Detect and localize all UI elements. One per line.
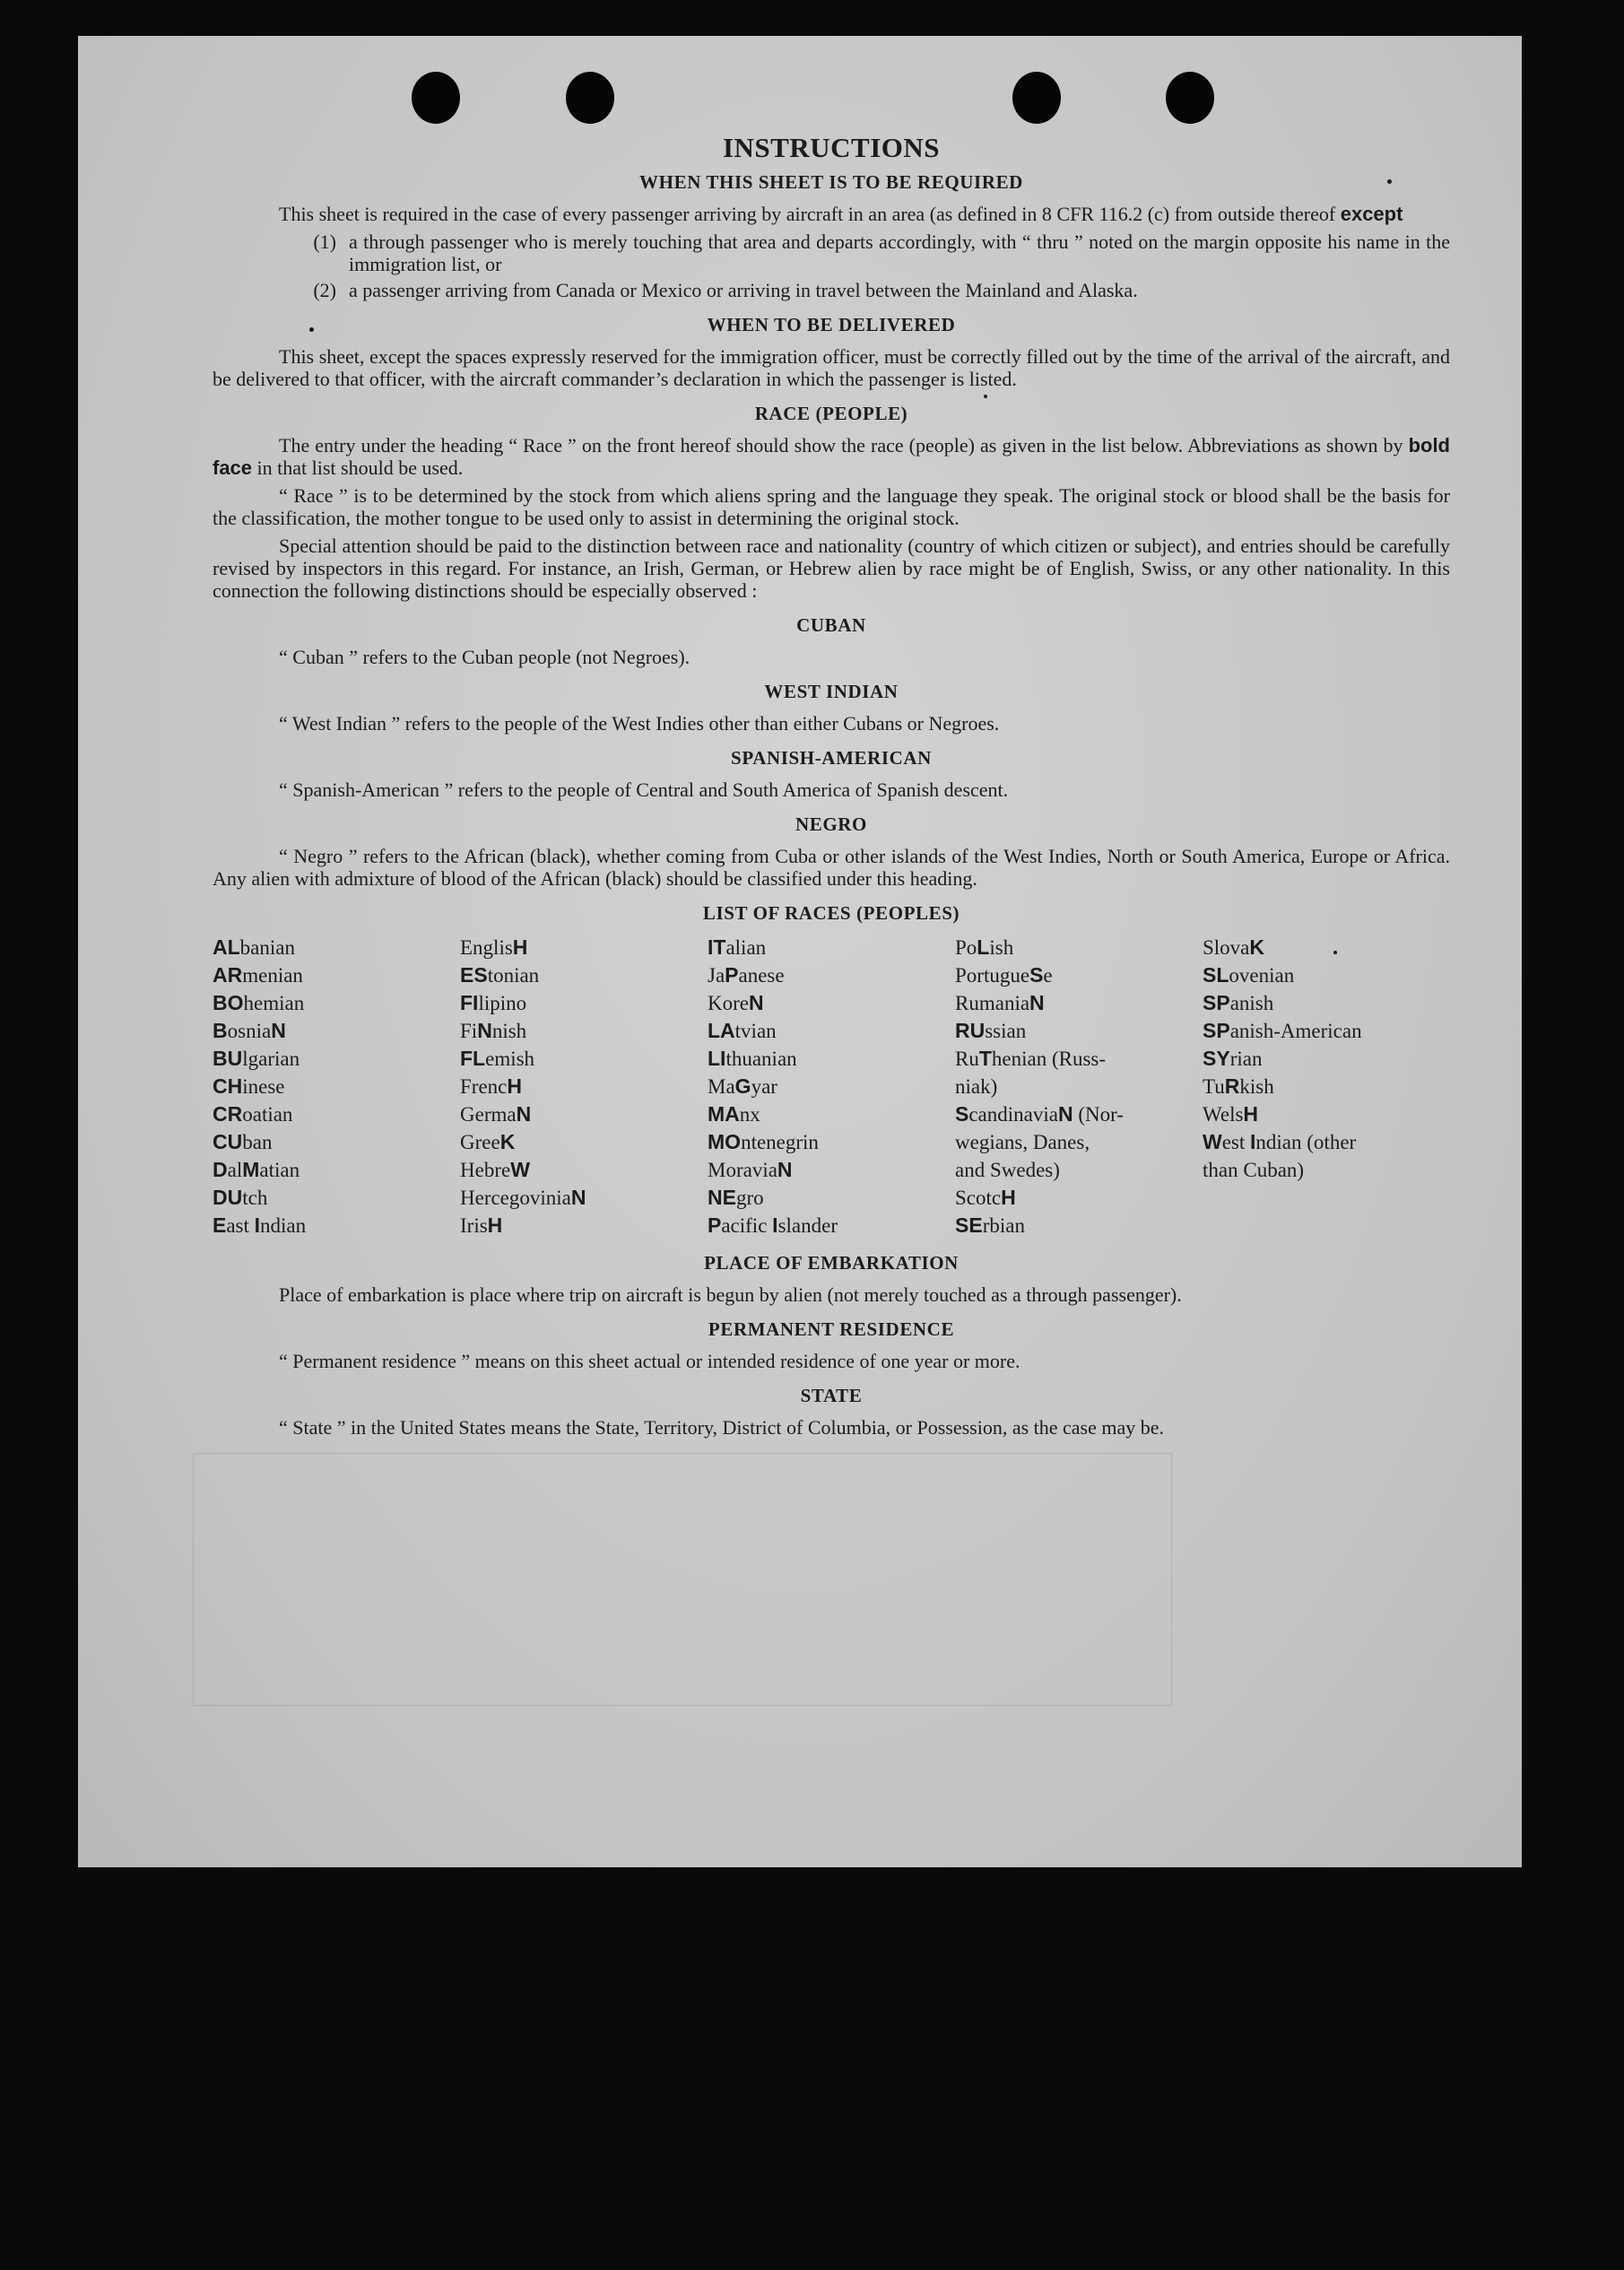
races-column (460, 934, 708, 1239)
race-entry: FIlipino (460, 991, 527, 1014)
race-entry: SPanish-American (1203, 1019, 1362, 1042)
west-indian-text: “ West Indian ” refers to the people of the West Indies other than either Cubans or Negroes. (279, 712, 1000, 735)
race-entry: IrisH (460, 1213, 503, 1237)
races-column (708, 934, 955, 1239)
heading-required: WHEN THIS SHEET IS TO BE REQUIRED (639, 171, 1023, 193)
race-entry: SErbian (955, 1213, 1025, 1237)
heading-west-indian: WEST INDIAN (764, 681, 899, 702)
race-entry: GreeK (460, 1130, 516, 1153)
race-entry: MoraviaN (708, 1158, 793, 1181)
heading-negro: NEGRO (795, 813, 867, 835)
race-entry: MOntenegrin (708, 1130, 819, 1153)
race-entry: BOhemian (213, 991, 305, 1014)
race-entry: SPanish (1203, 991, 1274, 1014)
negro-text: “ Negro ” refers to the African (black), whether coming from Cuba or other islands of the West Indies, North or South America, Europe or Africa. Any alien with admixture of blood of the African (black) should be classified under this heading. (213, 845, 1450, 890)
race-entry: RuThenian (Russ- niak) (955, 1047, 1107, 1098)
races-column (955, 934, 1203, 1239)
race-entry: DalMatian (213, 1158, 300, 1181)
required-intro: This sheet is required in the case of every passenger arriving by aircraft in an area (as defined in 8 CFR 116.2 (c) from outside thereof except (279, 203, 1403, 225)
race-entry: BUlgarian (213, 1047, 300, 1070)
race-entry: GermaN (460, 1102, 532, 1126)
heading-delivered: WHEN TO BE DELIVERED (707, 314, 956, 335)
instructions-content (213, 132, 1450, 1444)
heading-spanish-american: SPANISH-AMERICAN (731, 747, 932, 769)
race-entry: PoLish (955, 935, 1014, 959)
race-entry: DUtch (213, 1186, 268, 1209)
race-entry: BosniaN (213, 1019, 286, 1042)
race-entry: FLemish (460, 1047, 535, 1070)
race-entry: NEgro (708, 1186, 764, 1209)
embarkation-text: Place of embarkation is place where trip on aircraft is begun by alien (not merely touched as a through passenger). (279, 1283, 1182, 1306)
race-entry: West Indian (other than Cuban) (1203, 1130, 1357, 1181)
races-list (213, 934, 1450, 1239)
race-entry: ScandinaviaN (Nor- wegians, Danes, and Swedes) (955, 1102, 1124, 1181)
exceptions-list (213, 230, 1450, 301)
race-entry: SLovenian (1203, 963, 1295, 987)
race-entry: SlovaK (1203, 935, 1265, 959)
race-entry: MAnx (708, 1102, 760, 1126)
race-entry: HebreW (460, 1158, 530, 1181)
race-entry: East Indian (213, 1213, 307, 1237)
punch-hole (566, 72, 614, 124)
race-entry: EnglisH (460, 935, 528, 959)
race-entry: SYrian (1203, 1047, 1263, 1070)
race-entry: JaPanese (708, 963, 785, 987)
heading-embarkation: PLACE OF EMBARKATION (704, 1252, 959, 1274)
race-entry: LAtvian (708, 1019, 777, 1042)
race-paragraph-1: The entry under the heading “ Race ” on the front hereof should show the race (people) as given in the list below. Abbreviations as shown by bold face in that list should be used. (213, 434, 1450, 479)
race-entry: ITalian (708, 935, 767, 959)
race-paragraph-3: Special attention should be paid to the distinction between race and nationality (country of which citizen or subject), and entries should be carefully revised by inspectors in this regard. For instance, an Irish, German, or Hebrew alien by race might be of English, Swiss, or any other nationality. In this connection the following distinctions should be especially observed : (213, 535, 1450, 602)
exception-item: (2) a passenger arriving from Canada or Mexico or arriving in travel between the Mainland and Alaska. (313, 279, 1138, 301)
race-entry: PortugueSe (955, 963, 1053, 987)
punch-hole (1012, 72, 1061, 124)
heading-race: RACE (PEOPLE) (754, 403, 908, 424)
race-entry: WelsH (1203, 1102, 1259, 1126)
page-title: INSTRUCTIONS (722, 132, 940, 163)
exception-item: (1) a through passenger who is merely touching that area and departs accordingly, with “ thru ” noted on the margin opposite his name in the immigration list, or (313, 230, 1450, 275)
heading-residence: PERMANENT RESIDENCE (708, 1318, 955, 1340)
spanish-american-text: “ Spanish-American ” refers to the people of Central and South America of Spanish descent. (279, 778, 1009, 801)
race-entry: CUban (213, 1130, 273, 1153)
race-entry: FrencH (460, 1074, 522, 1098)
race-entry: RUssian (955, 1019, 1027, 1042)
race-entry: HercegoviniaN (460, 1186, 586, 1209)
heading-cuban: CUBAN (796, 614, 866, 636)
race-entry: FiNnish (460, 1019, 527, 1042)
race-entry: RumaniaN (955, 991, 1045, 1014)
races-column (213, 934, 460, 1239)
race-entry: EStonian (460, 963, 540, 987)
race-paragraph-2: “ Race ” is to be determined by the stock from which aliens spring and the language they speak. The original stock or blood shall be the basis for the classification, the mother tongue to be used only to assist in determining the original stock. (213, 484, 1450, 529)
state-text: “ State ” in the United States means the State, Territory, District of Columbia, or Possession, as the case may be. (279, 1416, 1165, 1439)
heading-list-of-races: LIST OF RACES (PEOPLES) (702, 902, 960, 924)
race-entry: CRoatian (213, 1102, 293, 1126)
race-entry: CHinese (213, 1074, 285, 1098)
residence-text: “ Permanent residence ” means on this sheet actual or intended residence of one year or more. (279, 1350, 1020, 1372)
race-entry: MaGyar (708, 1074, 777, 1098)
heading-state: STATE (800, 1385, 863, 1406)
race-entry: ScotcH (955, 1186, 1016, 1209)
races-column (1203, 934, 1450, 1239)
race-entry: TuRkish (1203, 1074, 1274, 1098)
cuban-text: “ Cuban ” refers to the Cuban people (not Negroes). (279, 646, 690, 668)
race-entry: LIthuanian (708, 1047, 797, 1070)
race-entry: Pacific Islander (708, 1213, 838, 1237)
race-entry: ARmenian (213, 963, 303, 987)
delivered-text: This sheet, except the spaces expressly reserved for the immigration officer, must be correctly filled out by the time of the arrival of the aircraft, and be delivered to that officer, with the aircraft commander’s declaration in which the passenger is listed. (213, 345, 1450, 390)
race-entry: ALbanian (213, 935, 295, 959)
punch-hole (1166, 72, 1214, 124)
document-sheet (78, 36, 1522, 1867)
bleed-through-box (193, 1453, 1172, 1706)
punch-hole (412, 72, 460, 124)
race-entry: KoreN (708, 991, 764, 1014)
